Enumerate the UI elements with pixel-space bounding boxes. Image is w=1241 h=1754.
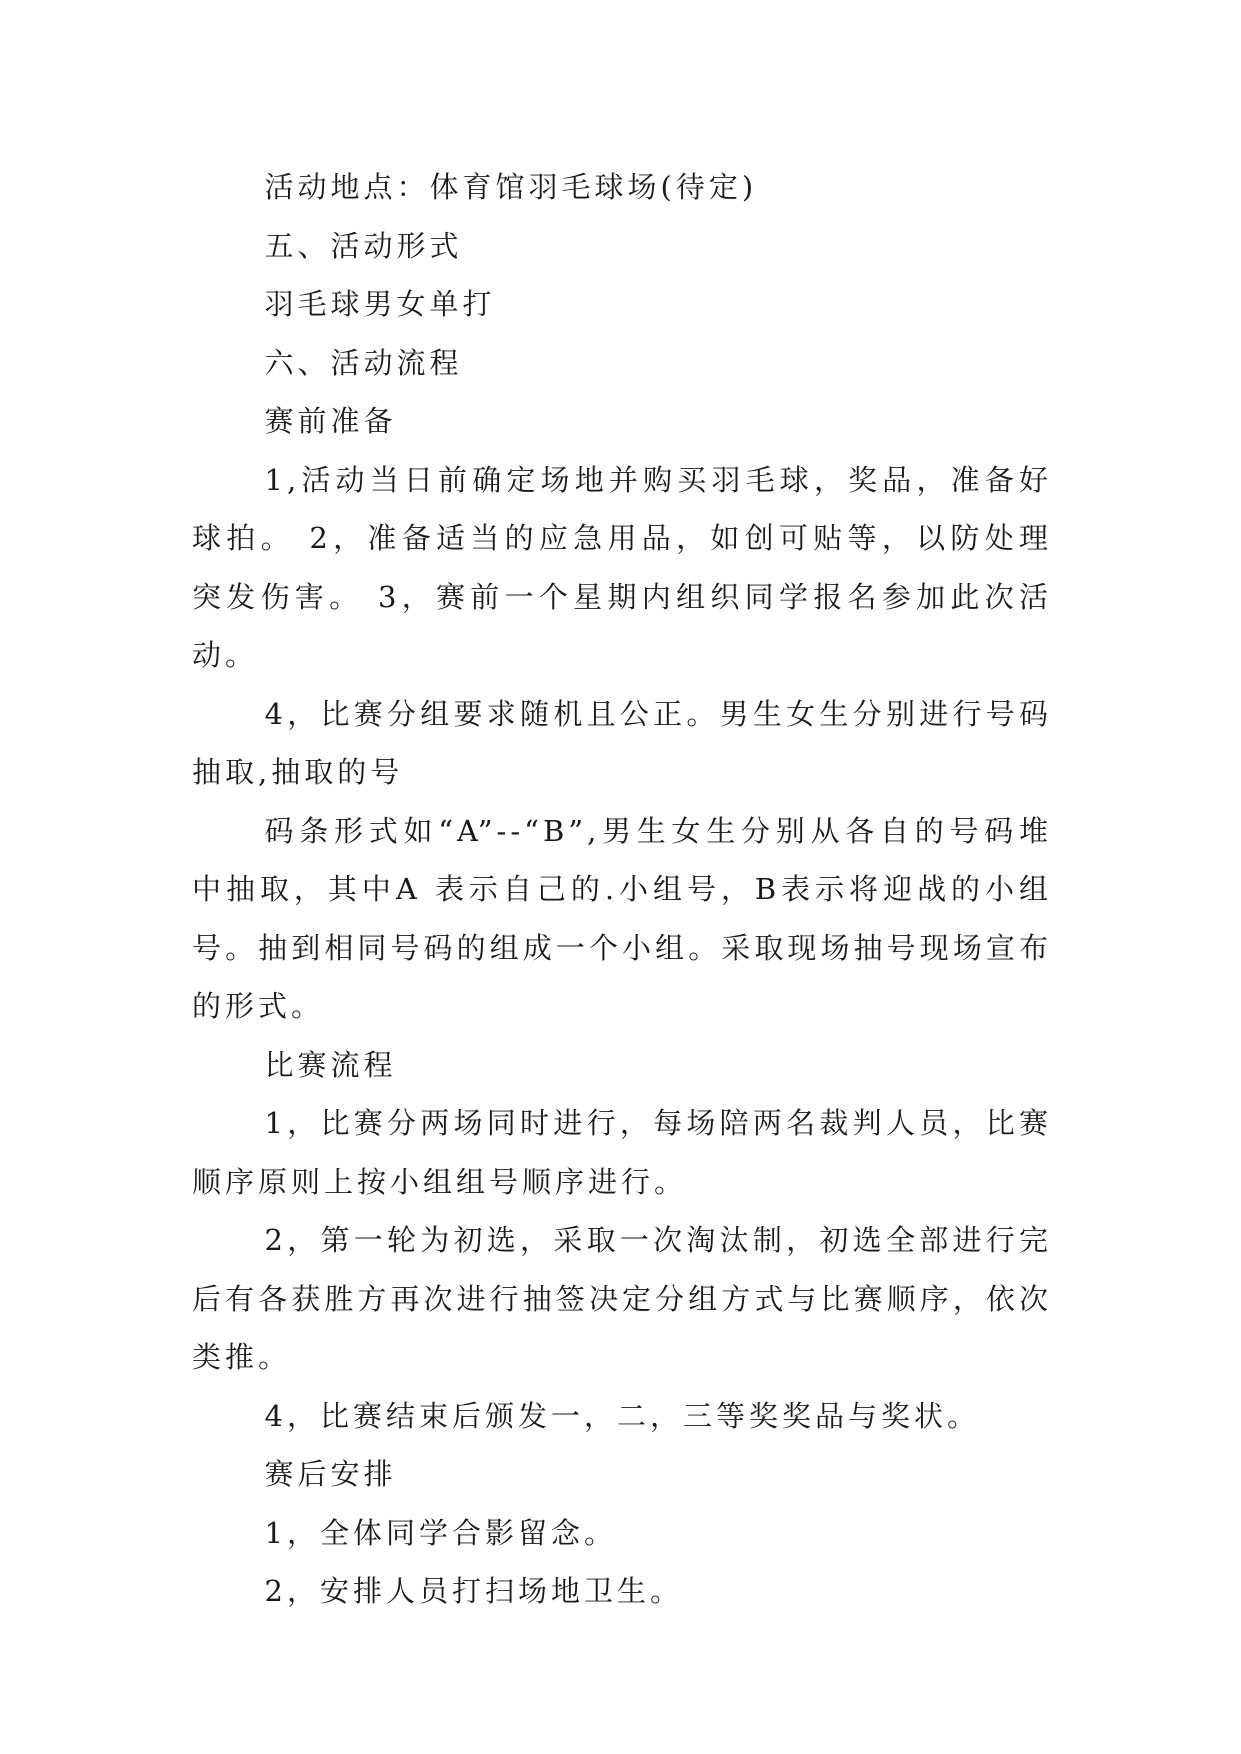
paragraph-number-draw: 码条形式如“A”--“B”,男生女生分别从各自的号码堆中抽取，其中A 表示自己的.小组号，B表示将迎战的小组号。抽到相同号码的组成一个小组。采取现场抽号现场宣布的形式。 [192, 813, 1052, 1023]
paragraph-venue: 活动地点：体育馆羽毛球场(待定) [264, 170, 758, 204]
paragraph-preparation-1-3: 1,活动当日前确定场地并购买羽毛球，奖品，准备好球拍。 2，准备适当的应急用品，如创可贴等，以防处理突发伤害。 3，赛前一个星期内组织同学报名参加此次活动。 [192, 462, 1052, 672]
document-body [192, 158, 1052, 1621]
paragraph-post-match-1: 1，全体同学合影留念。 [264, 1515, 617, 1550]
heading-activity-process: 六、活动流程 [264, 345, 463, 380]
heading-activity-format: 五、活动形式 [264, 228, 463, 263]
paragraph-match-1: 1，比赛分两场同时进行，每场陪两名裁判人员，比赛顺序原则上按小组组号顺序进行。 [192, 1106, 1052, 1199]
subheading-match-process: 比赛流程 [264, 1047, 397, 1082]
subheading-preparation: 赛前准备 [264, 404, 397, 438]
subheading-post-match: 赛后安排 [264, 1457, 397, 1491]
paragraph-match-4: 4，比赛结束后颁发一，二，三等奖奖品与奖状。 [264, 1398, 980, 1433]
paragraph-post-match-2: 2，安排人员打扫场地卫生。 [264, 1574, 683, 1608]
paragraph-preparation-4: 4，比赛分组要求随机且公正。男生女生分别进行号码抽取,抽取的号 [192, 696, 1052, 789]
paragraph-match-2: 2，第一轮为初选，采取一次淘汰制，初选全部进行完后有各获胜方再次进行抽签决定分组方式与比赛顺序，依次类推。 [192, 1223, 1052, 1374]
paragraph-format: 羽毛球男女单打 [264, 287, 496, 321]
